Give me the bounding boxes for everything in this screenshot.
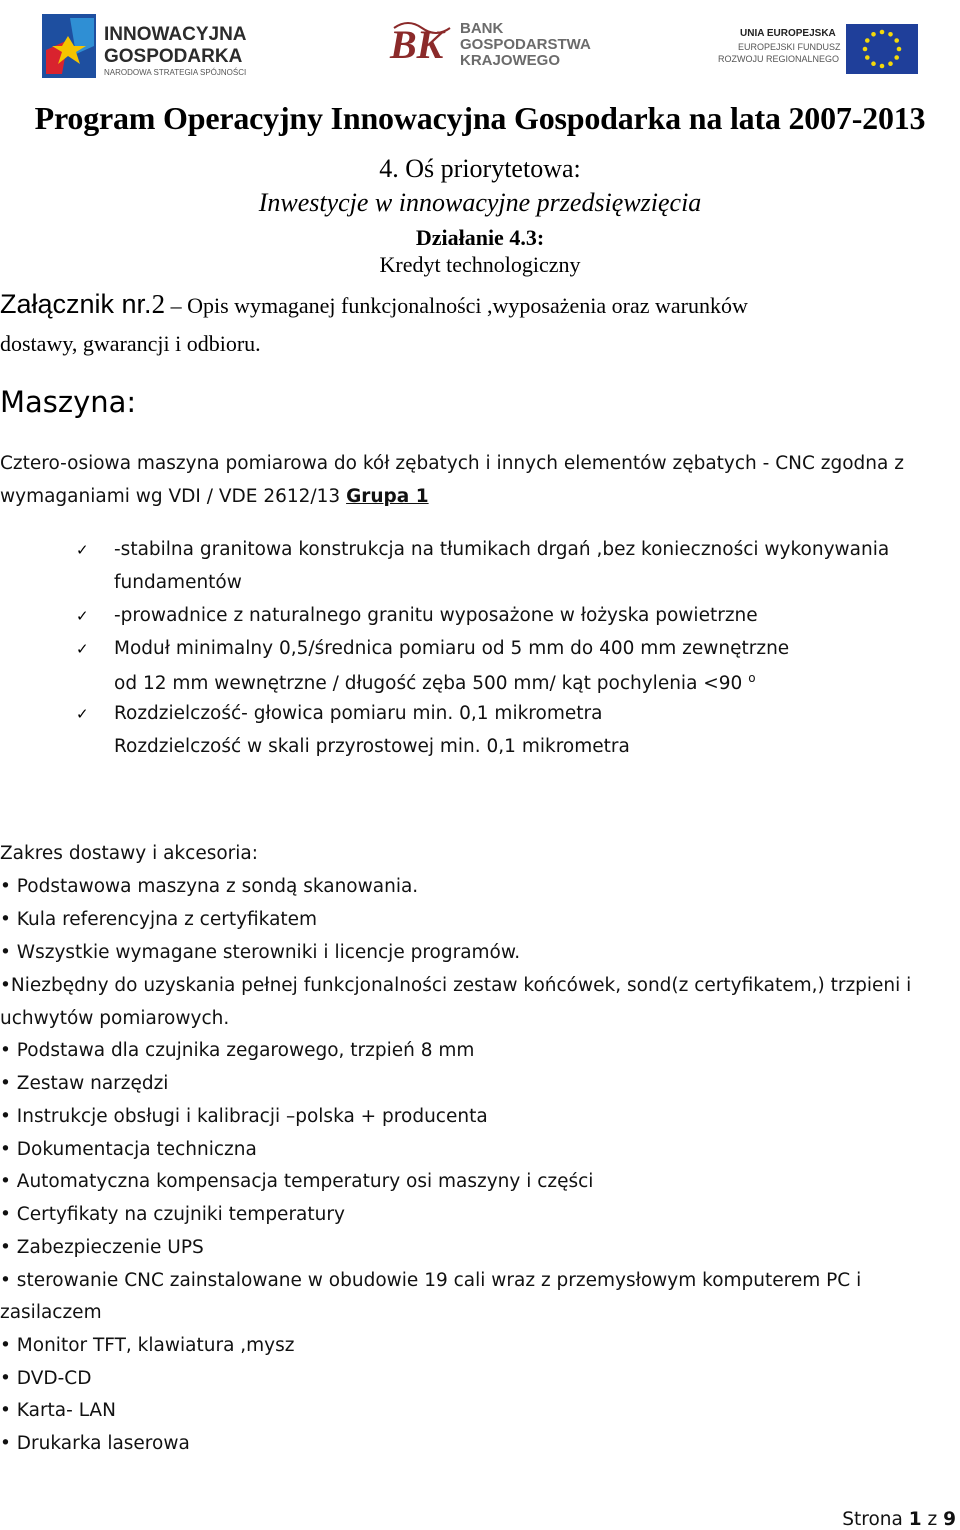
bgk-logo-line1: BANK [460,20,504,37]
delivery-item-text: sterowanie CNC zainstalowane w obudowie 19 cali wraz z przemysłowym komputerem PC i [10,1270,862,1291]
bullet-icon: • [0,1433,11,1454]
bullet-icon: • [0,1270,11,1291]
bullet-icon: • [0,876,11,897]
delivery-item-text: Niezbędny do uzyskania pełnej funkcjonalności zestaw końcówek, sond(z certyfikatem,) trzpieni i [10,975,912,996]
delivery-item-text: Zabezpieczenie UPS [10,1237,204,1258]
checkmark-icon: ✓ [76,607,89,625]
action-number: Działanie 4.3: [415,225,545,250]
annex-text-1: – Opis wymaganej funkcjonalności ,wyposażenia oraz warunków [165,293,748,318]
machine-intro-text: wymaganiami wg VDI / VDE 2612/13 [0,486,347,507]
machine-header: Maszyna: [0,385,137,419]
page-title: Program Operacyjny Innowacyjna Gospodarka na lata 2007-2013 [34,100,926,136]
checkmark-icon: ✓ [76,541,89,559]
delivery-item [0,1204,345,1225]
delivery-item-text: Karta- LAN [10,1400,116,1421]
action-name: Kredyt technologiczny [379,252,581,277]
delivery-item [0,1335,294,1356]
machine-group-link: Grupa 1 [346,486,429,507]
bullet-icon: • [0,942,11,963]
delivery-item [0,975,911,996]
delivery-item [0,1139,257,1160]
bgk-logo-line3: KRAJOWEGO [460,52,561,69]
feature-item [114,671,756,694]
annex-label: Załącznik nr. [0,289,152,319]
annex-number: 2 [151,289,166,319]
bullet-icon: • [0,1335,11,1356]
feature-item: Moduł minimalny 0,5/średnica pomiaru od 5 mm do 400 mm zewnętrzne [114,638,790,659]
ig-logo-line1: INNOWACYJNA [104,24,247,45]
delivery-item-text: Kula referencyjna z certyfikatem [10,909,318,930]
checkmark-icon: ✓ [76,640,89,658]
feature-item: Rozdzielczość w skali przyrostowej min. 0,1 mikrometra [114,736,630,757]
delivery-item-text: Dokumentacja techniczna [10,1139,257,1160]
feature-item: -prowadnice z naturalnego granitu wyposażone w łożyska powietrzne [114,605,758,626]
feature-item: -stabilna granitowa konstrukcja na tłumikach drgań ,bez konieczności wykonywania [114,539,890,560]
degree-mark: o [748,671,756,685]
bullet-icon: • [0,1204,11,1225]
delivery-item-text: Zestaw narzędzi [10,1073,169,1094]
bullet-icon: • [0,1040,11,1061]
delivery-item-text: Instrukcje obsługi i kalibracji –polska + producenta [10,1106,488,1127]
delivery-item [0,1270,861,1291]
checkmark-icon: ✓ [76,705,89,723]
delivery-item [0,1040,474,1061]
delivery-item [0,1368,91,1389]
delivery-item [0,909,317,930]
annex-heading [0,285,960,363]
bullet-icon: • [0,975,11,996]
bullet-icon: • [0,1171,11,1192]
priority-axis-name: Inwestycje w innowacyjne przedsięwzięcia [258,188,702,217]
delivery-item-text: Podstawowa maszyna z sondą skanowania. [10,876,419,897]
machine-intro-line1: Cztero-osiowa maszyna pomiarowa do kół zębatych i innych elementów zębatych - CNC zgodna z [0,453,904,474]
bullet-icon: • [0,1237,11,1258]
delivery-item-text: Monitor TFT, klawiatura ,mysz [10,1335,295,1356]
feature-item: Rozdzielczość- głowica pomiaru min. 0,1 mikrometra [114,703,603,724]
delivery-item-text: Certyfikaty na czujniki temperatury [10,1204,345,1225]
ig-logo-line2: GOSPODARKA [104,46,243,67]
delivery-item-text: Automatyczna kompensacja temperatury osi maszyny i części [10,1171,594,1192]
bullet-icon: • [0,1139,11,1160]
delivery-item [0,1400,116,1421]
bullet-icon: • [0,1106,11,1127]
page-total: 9 [943,1509,956,1530]
eu-logo-line2: EUROPEJSKI FUNDUSZ [738,42,841,52]
delivery-item [0,942,520,963]
delivery-header: Zakres dostawy i akcesoria: [0,843,258,864]
page-number [842,1509,956,1530]
feature-item: fundamentów [114,572,242,593]
ig-logo-line3: NARODOWA STRATEGIA SPÓJNOŚCI [104,68,247,77]
priority-axis: 4. Oś priorytetowa: [379,154,581,183]
bullet-icon: • [0,1368,11,1389]
eu-flag-icon [846,24,918,74]
delivery-item [0,1237,204,1258]
delivery-item [0,1433,190,1454]
delivery-item [0,1171,593,1192]
page-separator: z [921,1509,944,1530]
delivery-item [0,1106,488,1127]
bullet-icon: • [0,1073,11,1094]
delivery-item-text: DVD-CD [10,1368,92,1389]
delivery-item-continued: zasilaczem [0,1302,102,1323]
svg-text:BK: BK [390,22,444,67]
delivery-item-text: Wszystkie wymagane sterowniki i licencje programów. [10,942,521,963]
bgk-logo [388,18,598,74]
eu-logo-line1: UNIA EUROPEJSKA [740,28,836,39]
delivery-item-continued: uchwytów pomiarowych. [0,1008,230,1029]
eu-logo-line3: ROZWOJU REGIONALNEGO [718,54,840,64]
delivery-item [0,876,418,897]
machine-intro-line2 [0,486,429,507]
innowacyjna-gospodarka-logo [40,10,265,82]
feature-text: od 12 mm wewnętrzne / długość zęba 500 mm/ kąt pochylenia <90 [114,673,743,695]
delivery-item [0,1073,168,1094]
delivery-item-text: Drukarka laserowa [10,1433,190,1454]
bgk-logo-line2: GOSPODARSTWA [460,36,591,53]
eu-logo [714,24,919,74]
bullet-icon: • [0,1400,11,1421]
delivery-item-text: Podstawa dla czujnika zegarowego, trzpień 8 mm [10,1040,475,1061]
page-prefix: Strona [842,1509,909,1530]
annex-text-2: dostawy, gwarancji i odbioru. [0,331,261,356]
bullet-icon: • [0,909,11,930]
page-current: 1 [908,1509,922,1530]
